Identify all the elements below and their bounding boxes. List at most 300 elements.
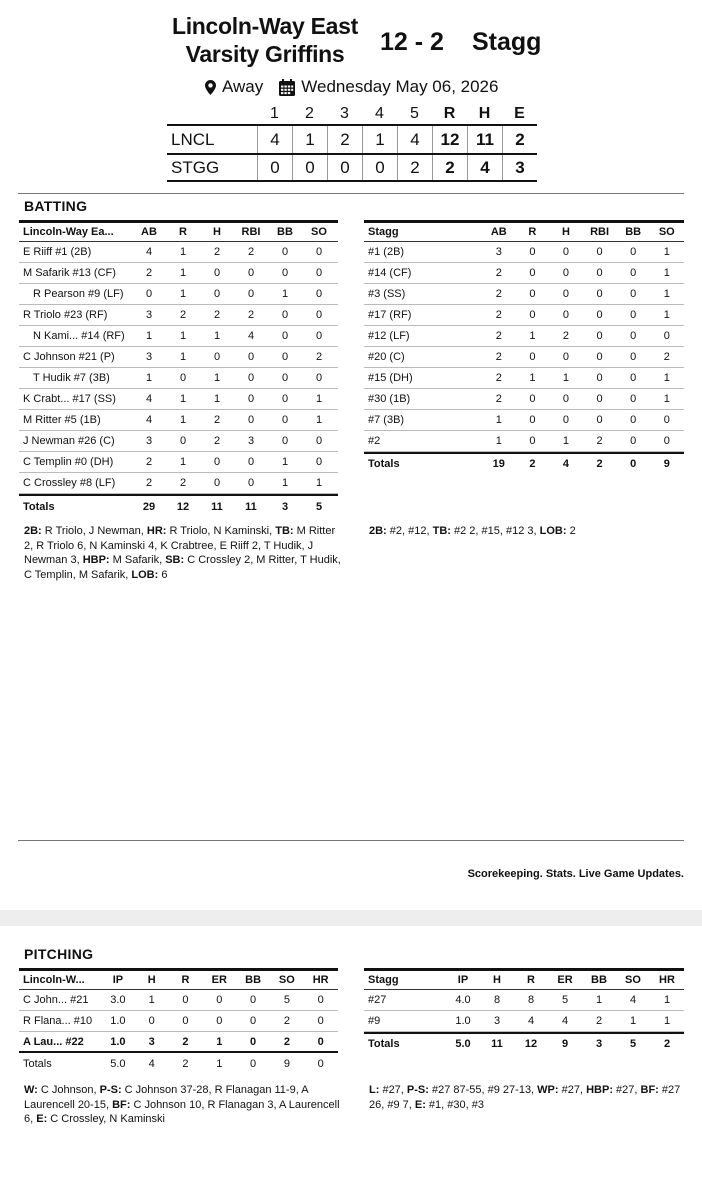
stat-cell: 0	[630, 267, 637, 279]
note-label: E:	[36, 1113, 48, 1125]
stat-cell: BB	[591, 974, 607, 986]
totals-row	[19, 1053, 338, 1074]
stat-cell: 0	[281, 246, 289, 258]
stat-cell: 1	[179, 393, 187, 405]
runs-total: 2	[432, 155, 467, 180]
player-name: #9	[368, 1015, 381, 1027]
table-row	[364, 305, 684, 326]
stat-cell: R	[181, 974, 190, 986]
table-row	[19, 1032, 338, 1053]
stat-cell: 0	[247, 414, 255, 426]
inning-score: 0	[362, 155, 397, 180]
stat-cell: 1	[595, 994, 603, 1006]
stat-cell: 0	[529, 309, 536, 321]
stat-cell: R	[528, 226, 537, 238]
table-row	[19, 305, 338, 326]
stat-cell: BB	[625, 226, 642, 238]
stat-cell: 0	[317, 994, 324, 1006]
stat-cell: 9	[283, 1057, 290, 1070]
stat-cell: 0	[145, 288, 153, 300]
game-date: Wednesday May 06, 2026	[301, 77, 499, 96]
stat-cell: 4	[145, 414, 153, 426]
stat-cell: 1	[213, 330, 221, 342]
note-text: #27,	[612, 1084, 641, 1096]
stat-cell: 0	[630, 414, 637, 426]
player-name: Totals	[368, 457, 400, 470]
stat-cell: 5.0	[110, 1057, 126, 1070]
stat-cell: 0	[630, 246, 637, 258]
stat-cell: 0	[529, 267, 536, 279]
stat-cell: ER	[557, 974, 573, 986]
player-name: C Crossley #8 (LF)	[23, 477, 116, 489]
player-name: #30 (1B)	[368, 393, 411, 405]
stat-cell: 1	[315, 414, 323, 426]
stat-cell: 2	[495, 351, 502, 363]
stat-cell: 1	[529, 330, 536, 342]
totals-row	[364, 452, 684, 473]
note-text: C Crossley, N Kaminski	[47, 1113, 165, 1125]
table-row	[364, 284, 684, 305]
table-row	[19, 473, 338, 494]
stat-cell: 0	[630, 330, 637, 342]
stat-cell: 0	[315, 246, 323, 258]
stat-cell: 0	[562, 351, 570, 363]
batting-notes-home	[24, 524, 342, 582]
stat-cell: 2	[495, 372, 502, 384]
inning-score: 0	[292, 155, 327, 180]
inning-score: 2	[397, 155, 432, 180]
stat-cell: 0	[630, 435, 637, 447]
errors-total: 3	[502, 155, 537, 180]
stat-cell: 0	[250, 1015, 257, 1027]
batting-title: BATTING	[24, 198, 88, 214]
player-name: R Flana... #10	[23, 1015, 93, 1027]
linescore-table	[167, 104, 537, 182]
table-row	[364, 368, 684, 389]
stat-cell: 0	[596, 309, 603, 321]
stat-cell: 0	[213, 267, 221, 279]
stat-cell: 11	[245, 501, 257, 513]
note-label: BF:	[112, 1098, 131, 1111]
divider	[18, 840, 684, 841]
pitching-title: PITCHING	[24, 946, 94, 962]
table-row	[19, 389, 338, 410]
stat-cell: 3	[145, 435, 153, 447]
stat-cell: 1	[179, 267, 187, 279]
inning-header: 4	[375, 105, 384, 122]
stat-cell: 1	[145, 372, 153, 384]
stat-cell: 0	[315, 372, 323, 384]
stat-cell: 2	[663, 351, 670, 363]
note-label: 2B:	[24, 525, 42, 537]
stat-cell: 0	[281, 351, 289, 363]
stat-cell: 1	[179, 351, 187, 363]
note-text: #27,	[558, 1084, 587, 1096]
note-text: #27 26, #9 7,	[369, 1084, 681, 1111]
note-label: HBP:	[586, 1084, 613, 1096]
runs-total: 12	[432, 126, 467, 153]
stat-cell: R	[179, 226, 187, 238]
player-name: #27	[368, 994, 387, 1006]
stat-cell: 0	[529, 246, 536, 258]
note-label: P-S:	[99, 1084, 122, 1096]
stat-cell: 0	[315, 330, 323, 342]
player-name: C John... #21	[23, 994, 89, 1006]
stat-cell: AB	[490, 226, 507, 238]
player-name: #20 (C)	[368, 351, 405, 363]
stat-cell: 12	[176, 501, 190, 513]
errors-total: 2	[502, 126, 537, 153]
note-text: #1, #30, #3	[425, 1098, 484, 1111]
stat-cell: 0	[179, 435, 187, 447]
linescore-row-away	[167, 153, 537, 182]
stat-cell: IP	[112, 974, 124, 986]
player-name: J Newman #26 (C)	[23, 435, 115, 447]
stat-cell: 0	[213, 288, 221, 300]
note-label: TB:	[432, 525, 451, 537]
pitching-table-away	[364, 968, 684, 1053]
footer-tagline: Scorekeeping. Stats. Live Game Updates.	[467, 868, 684, 880]
linescore-header	[167, 104, 537, 124]
stat-cell: 0	[596, 414, 603, 426]
stat-cell: 1	[281, 477, 289, 489]
table-row	[364, 410, 684, 431]
stat-cell: 0	[250, 1057, 257, 1070]
linescore-team: LNCL	[171, 129, 215, 149]
table-row	[364, 389, 684, 410]
player-name: #15 (DH)	[368, 372, 413, 384]
stat-cell: 1	[495, 414, 502, 426]
stat-cell: 1	[281, 456, 289, 468]
stat-cell: 0	[529, 393, 536, 405]
table-row	[364, 431, 684, 452]
batting-table-home	[19, 220, 338, 518]
totals-row	[364, 1032, 684, 1053]
stat-cell: 11	[211, 501, 223, 513]
stat-cell: RBI	[590, 226, 610, 238]
note-label: SB:	[165, 554, 185, 566]
player-name: #14 (CF)	[368, 267, 412, 279]
inning-score: 2	[327, 126, 362, 153]
stat-cell: 5.0	[455, 1037, 471, 1050]
stat-cell: 0	[317, 1057, 324, 1070]
stat-cell: AB	[141, 226, 157, 238]
stat-cell: 0	[663, 414, 670, 426]
stat-cell: 0	[562, 267, 570, 279]
home-team-line1: Lincoln-Way East	[171, 13, 359, 39]
stat-cell: 1	[663, 1015, 671, 1027]
stat-cell: SO	[625, 974, 641, 986]
note-text: R Triolo, J Newman,	[41, 525, 147, 537]
stat-cell: 2	[495, 330, 502, 342]
stat-cell: H	[562, 226, 570, 238]
stat-cell: 0	[315, 456, 323, 468]
note-text: #2 2, #15, #12 3,	[450, 525, 540, 537]
note-text: M Safarik,	[109, 554, 166, 566]
game-location: Away	[222, 77, 264, 96]
hits-total: 11	[467, 126, 502, 153]
stat-cell: 1	[216, 1035, 223, 1048]
stat-cell: 0	[663, 435, 670, 447]
note-text: C Johnson 10, R Flanagan 3, A Laurencell 6,	[24, 1098, 340, 1125]
errors-header: E	[514, 105, 525, 122]
stat-cell: 19	[492, 457, 505, 470]
inning-header: 1	[270, 105, 279, 122]
stat-cell: 5	[315, 501, 323, 513]
stat-cell: 2	[247, 246, 255, 258]
stat-cell: 4.0	[455, 994, 471, 1006]
stat-cell: SO	[278, 974, 295, 986]
note-label: WP:	[537, 1084, 559, 1096]
stat-cell: 1	[663, 267, 670, 279]
stat-cell: 1	[495, 435, 502, 447]
note-label: BF:	[640, 1084, 659, 1096]
player-name: E Riiff #1 (2B)	[23, 246, 92, 258]
stat-cell: 1	[529, 372, 536, 384]
calendar-icon	[279, 79, 295, 96]
stat-cell: 4	[148, 1057, 155, 1070]
inning-score: 1	[292, 126, 327, 153]
stat-cell: 0	[317, 1015, 324, 1027]
stat-cell: 0	[247, 393, 255, 405]
stat-cell: 0	[213, 477, 221, 489]
stat-cell: 5	[561, 994, 569, 1006]
pitching-notes-home	[24, 1083, 342, 1127]
player-name: Lincoln-W...	[23, 974, 85, 986]
note-text: #2, #12,	[386, 525, 433, 537]
stat-cell: 0	[562, 246, 570, 258]
stat-cell: 0	[281, 330, 289, 342]
stat-cell: 0	[250, 994, 257, 1006]
table-row	[19, 284, 338, 305]
stat-cell: 2	[562, 330, 570, 342]
stat-cell: 0	[247, 267, 255, 279]
stat-cell: 2	[283, 1015, 290, 1027]
player-name: Totals	[23, 501, 55, 513]
stat-cell: 0	[315, 288, 323, 300]
stat-cell: SO	[658, 226, 675, 238]
player-name: R Triolo #23 (RF)	[23, 309, 108, 321]
game-meta	[205, 77, 498, 97]
stat-cell: IP	[457, 974, 469, 986]
stat-cell: 2	[495, 267, 502, 279]
stat-cell: R	[527, 974, 535, 986]
stat-cell: 0	[281, 267, 289, 279]
stat-cell: 1.0	[110, 1035, 126, 1048]
stat-cell: 0	[247, 351, 255, 363]
stat-cell: HR	[312, 974, 329, 986]
stat-cell: 1	[663, 288, 670, 300]
stat-cell: 1	[663, 393, 670, 405]
stat-cell: 1	[629, 1015, 637, 1027]
stat-cell: 2	[495, 309, 502, 321]
player-name: #1 (2B)	[368, 246, 405, 258]
stat-cell: 1	[148, 994, 155, 1006]
stat-cell: 1	[562, 372, 570, 384]
note-text: 2	[566, 525, 576, 537]
note-label: 2B:	[369, 525, 387, 537]
stat-cell: 1	[562, 435, 570, 447]
stat-cell: 2	[182, 1057, 189, 1070]
stat-cell: 2	[283, 1035, 290, 1048]
stat-cell: 4	[562, 457, 570, 470]
stat-cell: 0	[529, 414, 536, 426]
table-row	[19, 368, 338, 389]
stat-cell: 1.0	[110, 1015, 126, 1027]
stat-cell: 1	[663, 246, 670, 258]
hits-header: H	[478, 105, 491, 122]
inning-header: 2	[305, 105, 314, 122]
player-name: M Safarik #13 (CF)	[23, 267, 116, 279]
note-label: P-S:	[406, 1084, 429, 1096]
stat-cell: 0	[182, 994, 189, 1006]
stat-cell: 0	[213, 456, 221, 468]
hits-total: 4	[467, 155, 502, 180]
stat-cell: 0	[315, 267, 323, 279]
table-row	[19, 1011, 338, 1032]
linescore-team: STGG	[171, 157, 220, 177]
pitching-table-home	[19, 968, 338, 1074]
table-row	[364, 990, 684, 1011]
note-text: C Johnson 37-28, R Flanagan 11-9, A Laurencell 20-15,	[24, 1084, 308, 1111]
stat-cell: 0	[596, 246, 603, 258]
stat-cell: 3	[148, 1035, 155, 1048]
table-header	[19, 968, 338, 990]
stat-cell: 2	[179, 477, 187, 489]
stat-cell: 0	[596, 372, 603, 384]
stat-cell: 0	[529, 351, 536, 363]
note-label: LOB:	[539, 525, 567, 537]
stat-cell: 0	[596, 351, 603, 363]
player-name: C Templin #0 (DH)	[23, 456, 114, 468]
stat-cell: 1	[213, 372, 221, 384]
stat-cell: 3	[595, 1037, 603, 1050]
stat-cell: 2	[213, 435, 221, 447]
player-name: R Pearson #9 (LF)	[33, 288, 124, 300]
stat-cell: 3	[493, 1015, 501, 1027]
stat-cell: 0	[630, 457, 637, 470]
note-text: C Johnson,	[37, 1084, 100, 1096]
inning-score: 0	[327, 155, 362, 180]
note-label: TB:	[275, 525, 294, 537]
note-text: 6	[158, 568, 168, 581]
stat-cell: 3	[145, 309, 153, 321]
table-header	[19, 220, 338, 242]
inning-score: 1	[362, 126, 397, 153]
stat-cell: 0	[596, 267, 603, 279]
stat-cell: 0	[148, 1015, 155, 1027]
stat-cell: 4	[145, 393, 153, 405]
table-header	[364, 968, 684, 990]
stat-cell: 8	[493, 994, 501, 1006]
stat-cell: 0	[562, 309, 570, 321]
table-row	[364, 347, 684, 368]
table-row	[19, 452, 338, 473]
table-row	[364, 263, 684, 284]
stat-cell: 0	[596, 330, 603, 342]
stat-cell: BB	[245, 974, 262, 986]
note-label: HBP:	[82, 554, 110, 566]
stat-cell: 3	[145, 351, 153, 363]
player-name: Lincoln-Way Ea...	[23, 226, 114, 238]
player-name: #2	[368, 435, 381, 447]
player-name: #7 (3B)	[368, 414, 405, 426]
note-label: L:	[369, 1084, 380, 1096]
player-name: M Ritter #5 (1B)	[23, 414, 101, 426]
stat-cell: 3.0	[110, 994, 126, 1006]
batting-table-away	[364, 220, 684, 473]
player-name: K Crabt... #17 (SS)	[23, 393, 116, 405]
stat-cell: 2	[145, 267, 153, 279]
note-text: R Triolo, N Kaminski,	[166, 525, 276, 537]
player-name: Stagg	[368, 974, 399, 986]
inning-header: 3	[340, 105, 349, 122]
stat-cell: 9	[561, 1037, 569, 1050]
linescore-row-home	[167, 124, 537, 153]
stat-cell: 2	[495, 393, 502, 405]
stat-cell: 0	[529, 435, 536, 447]
stat-cell: 2	[495, 288, 502, 300]
table-row	[364, 1011, 684, 1032]
stat-cell: H	[493, 974, 501, 986]
stat-cell: 2	[595, 1015, 603, 1027]
stat-cell: 0	[281, 393, 289, 405]
stat-cell: H	[213, 226, 221, 238]
stat-cell: 0	[216, 1015, 223, 1027]
table-row	[19, 410, 338, 431]
stat-cell: 0	[663, 330, 670, 342]
stat-cell: ER	[211, 974, 227, 986]
totals-row	[19, 494, 338, 518]
page-gap	[0, 910, 702, 926]
note-text: M Ritter 2, R Triolo 6, N Kaminski 4, K Crabtree, E Riiff 2, T Hudik, J Newman 3,	[24, 525, 336, 566]
stat-cell: 0	[630, 351, 637, 363]
stat-cell: 2	[145, 477, 153, 489]
inning-score: 4	[257, 126, 292, 153]
stat-cell: 12	[524, 1037, 538, 1050]
inning-header: 5	[410, 105, 419, 122]
stat-cell: 0	[182, 1015, 189, 1027]
stat-cell: 0	[247, 372, 255, 384]
stat-cell: 2	[213, 246, 221, 258]
stat-cell: 5	[283, 994, 290, 1006]
stat-cell: 2	[179, 309, 187, 321]
stat-cell: 1	[315, 477, 323, 489]
stat-cell: 1	[663, 994, 671, 1006]
table-row	[364, 242, 684, 263]
stat-cell: 1	[663, 309, 670, 321]
stat-cell: 1	[315, 393, 323, 405]
stat-cell: 0	[630, 372, 637, 384]
batting-notes-away	[369, 524, 687, 539]
player-name: #12 (LF)	[368, 330, 410, 342]
stat-cell: 1	[179, 246, 187, 258]
player-name: Stagg	[368, 226, 399, 238]
stat-cell: 1	[663, 372, 670, 384]
player-name: Totals	[368, 1037, 400, 1050]
stat-cell: 1	[281, 288, 289, 300]
stat-cell: 0	[179, 372, 187, 384]
note-label: W:	[24, 1084, 38, 1096]
table-row	[19, 326, 338, 347]
table-row	[19, 990, 338, 1011]
stat-cell: 0	[630, 288, 637, 300]
stat-cell: 4	[145, 246, 153, 258]
stat-cell: 2	[663, 1037, 671, 1050]
map-pin-icon	[205, 80, 216, 95]
stat-cell: 0	[247, 288, 255, 300]
stat-cell: 0	[250, 1035, 257, 1048]
